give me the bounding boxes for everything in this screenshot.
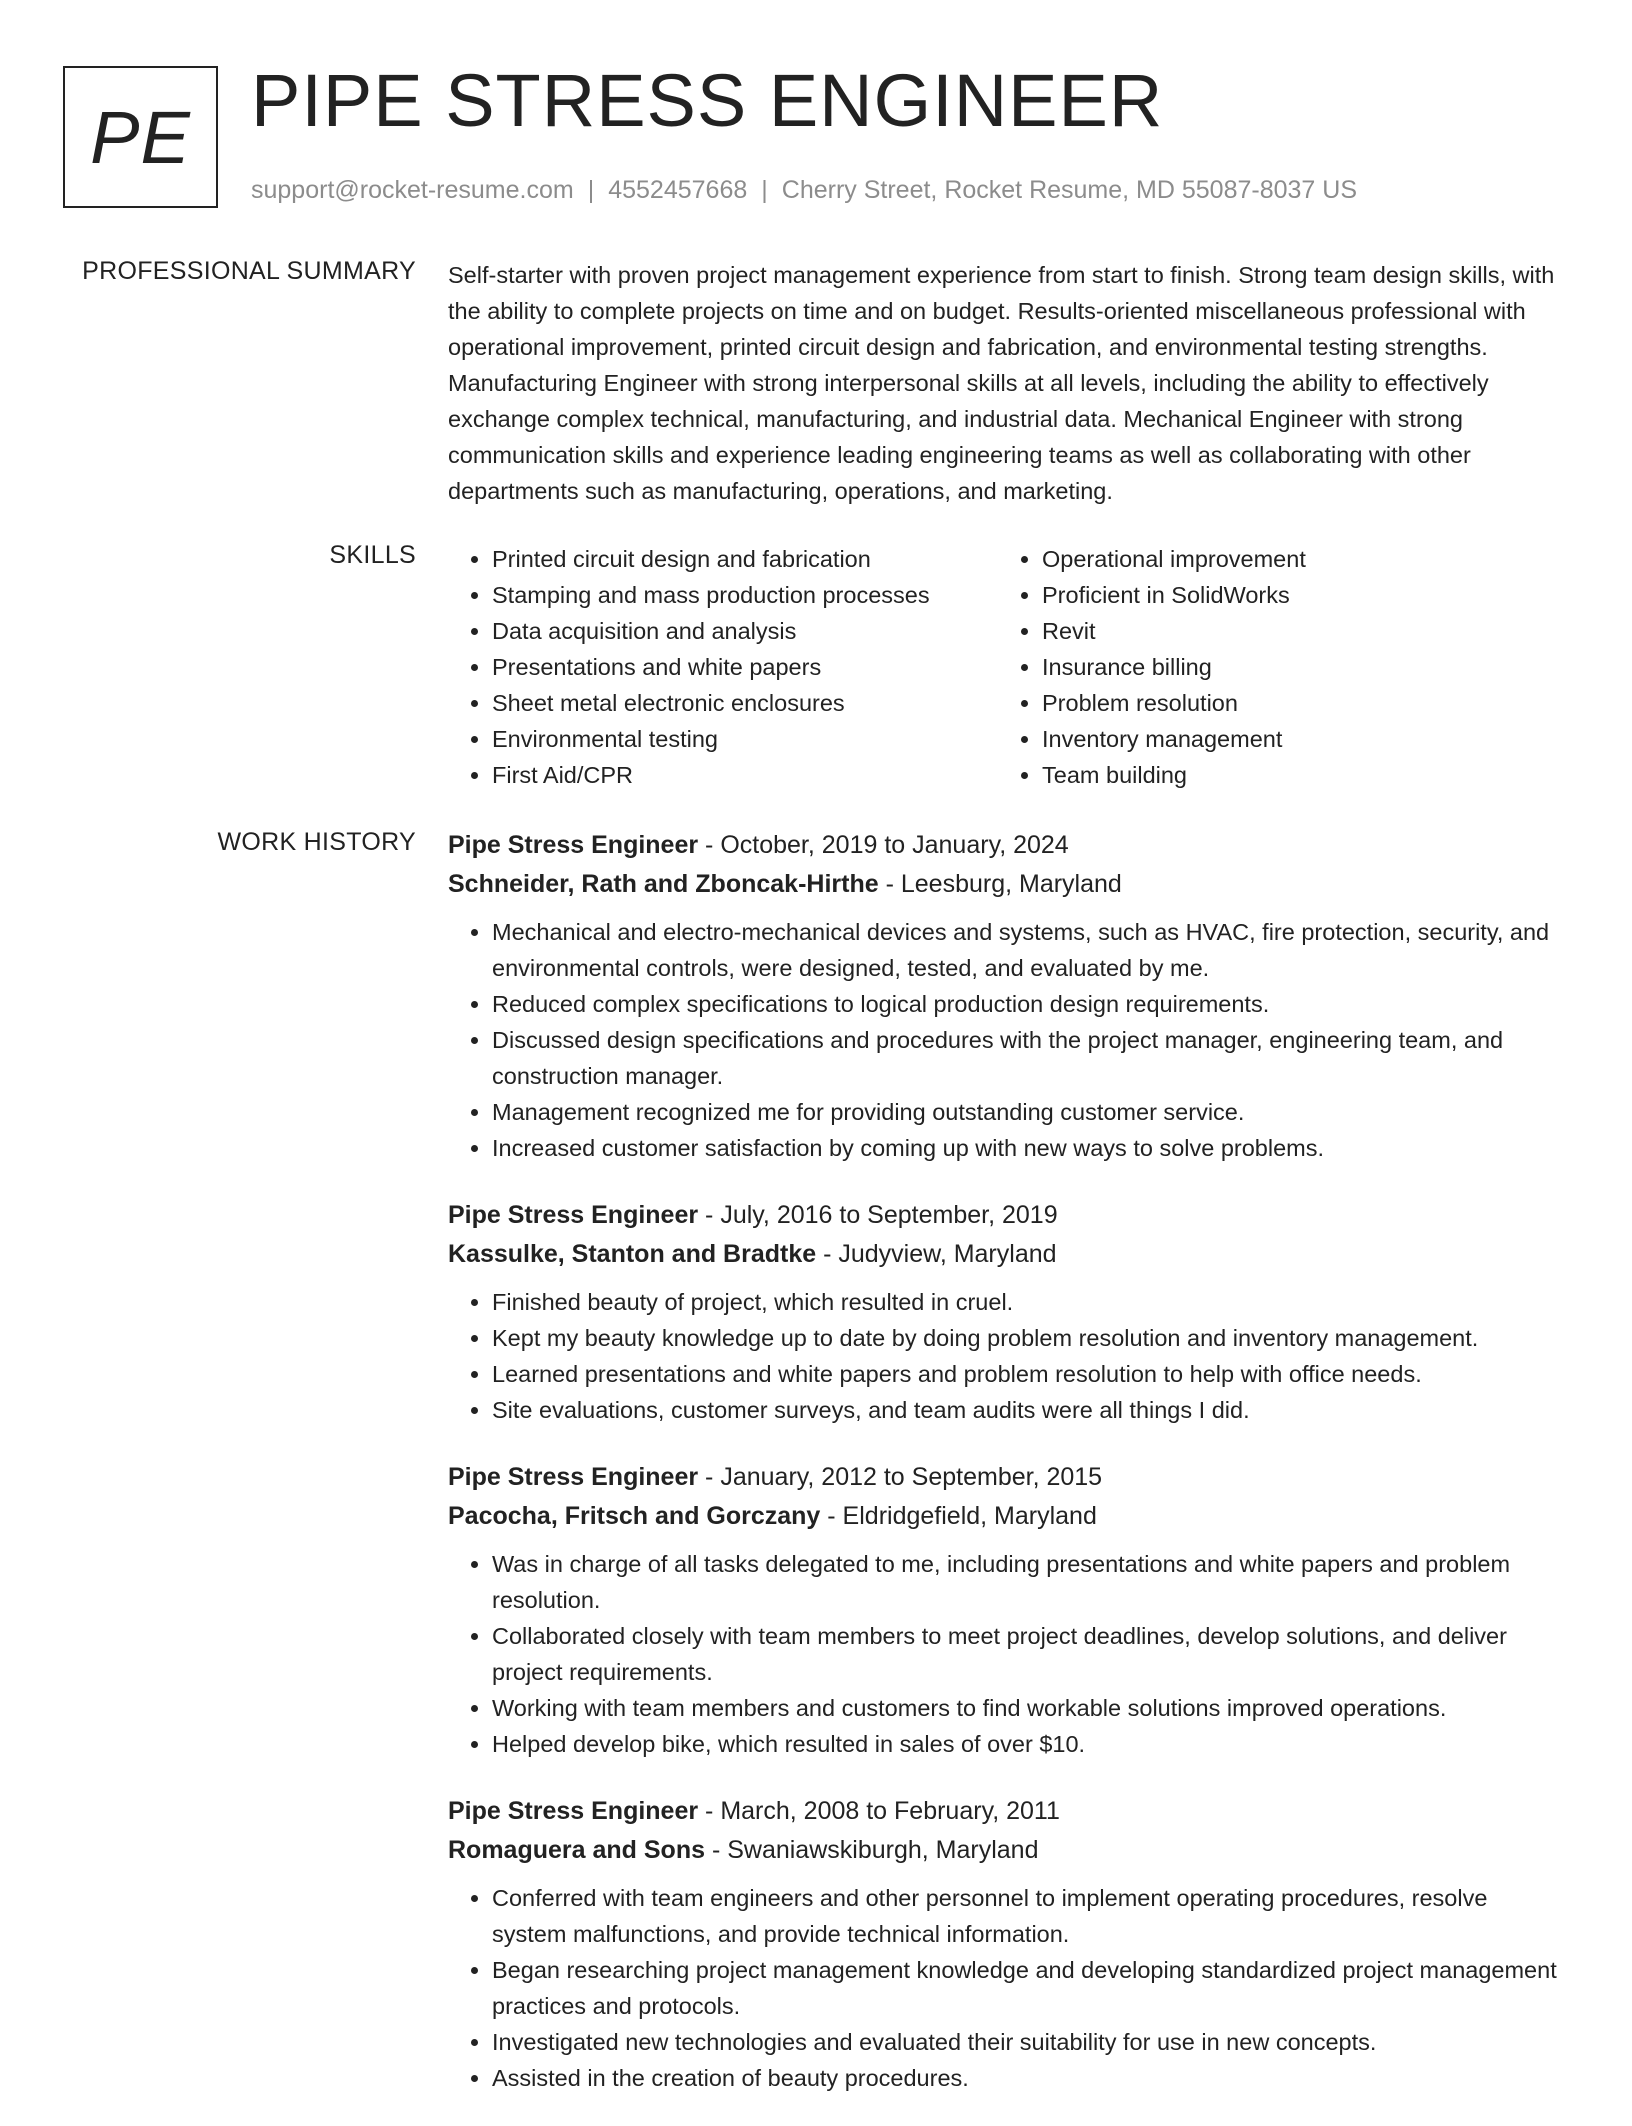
contact-separator: |: [587, 176, 595, 204]
summary-heading: PROFESSIONAL SUMMARY: [82, 257, 416, 285]
contact-address: Cherry Street, Rocket Resume, MD 55087-8037 US: [781, 176, 1358, 204]
work-history-heading: WORK HISTORY: [217, 828, 416, 856]
job-title-line: [448, 1196, 1568, 1235]
job-bullets: [448, 1546, 1568, 1762]
job-bullets: [448, 914, 1568, 1166]
job-bullet: • Site evaluations, customer surveys, and team audits were all things I did.: [492, 1392, 1568, 1428]
job-bullet: • Increased customer satisfaction by coming up with new ways to solve problems.: [492, 1130, 1568, 1166]
job-bullet: • Conferred with team engineers and other personnel to implement operating procedures, resolve system malfunctions, and provide technical information.: [492, 1880, 1568, 1952]
job-bullet: • Kept my beauty knowledge up to date by doing problem resolution and inventory management.: [492, 1320, 1568, 1356]
skill-item: • Revit: [1042, 613, 1306, 649]
skills-column-right: [998, 541, 1306, 793]
job-bullet: • Management recognized me for providing outstanding customer service.: [492, 1094, 1568, 1130]
job-company: Pacocha, Fritsch and Gorczany: [448, 1502, 821, 1530]
contact-line: [251, 176, 1357, 205]
job-bullet: • Discussed design specifications and procedures with the project manager, engineering team, and construction manager.: [492, 1022, 1568, 1094]
job-bullet: • Finished beauty of project, which resulted in cruel.: [492, 1284, 1568, 1320]
job-title-line: [448, 1458, 1568, 1497]
skill-item: • Problem resolution: [1042, 685, 1306, 721]
job-bullet: • Helped develop bike, which resulted in sales of over $10.: [492, 1726, 1568, 1762]
job-title-line: [448, 826, 1568, 865]
job-dates: - March, 2008 to February, 2011: [698, 1797, 1060, 1825]
page-title: PIPE STRESS ENGINEER: [251, 59, 1164, 142]
skills-column-left: [448, 541, 998, 793]
job-entry: [448, 826, 1568, 1166]
job-title: Pipe Stress Engineer: [448, 1463, 699, 1491]
skill-item: • Printed circuit design and fabrication: [492, 541, 998, 577]
job-location: - Leesburg, Maryland: [878, 870, 1122, 898]
skill-item: • Presentations and white papers: [492, 649, 998, 685]
job-bullet: • Assisted in the creation of beauty procedures.: [492, 2060, 1568, 2096]
job-entry: [448, 1458, 1568, 1762]
contact-separator: |: [761, 176, 768, 204]
contact-phone: 4552457668: [608, 176, 748, 204]
job-bullet: • Began researching project management knowledge and developing standardized project management practices and protocols.: [492, 1952, 1568, 2024]
skill-item: • Inventory management: [1042, 721, 1306, 757]
job-location: - Swaniawskiburgh, Maryland: [705, 1836, 1039, 1864]
monogram-initials: PE: [90, 95, 191, 179]
job-company-line: [448, 1831, 1568, 1870]
job-entry: [448, 1792, 1568, 2096]
job-bullet: • Mechanical and electro-mechanical devices and systems, such as HVAC, fire protection, security, and environmental controls, were designed, tested, and evaluated by me.: [492, 914, 1568, 986]
skill-item: • Stamping and mass production processes: [492, 577, 998, 613]
job-company: Romaguera and Sons: [448, 1836, 705, 1864]
contact-email: support@rocket-resume.com: [251, 176, 574, 204]
work-history-section: [448, 826, 1568, 2126]
job-company-line: [448, 1235, 1568, 1274]
skill-item: • Environmental testing: [492, 721, 998, 757]
job-bullet: • Investigated new technologies and evaluated their suitability for use in new concepts.: [492, 2024, 1568, 2060]
skill-item: • Team building: [1042, 757, 1306, 793]
job-dates: - October, 2019 to January, 2024: [698, 831, 1069, 859]
job-company-line: [448, 1497, 1568, 1536]
job-bullets: [448, 1284, 1568, 1428]
skills-heading: SKILLS: [329, 541, 416, 569]
job-bullet: • Collaborated closely with team members to meet project deadlines, develop solutions, and deliver project requirements.: [492, 1618, 1568, 1690]
summary-section: [448, 257, 1558, 509]
job-location: - Judyview, Maryland: [816, 1240, 1057, 1268]
job-entry: [448, 1196, 1568, 1428]
monogram-box: [63, 66, 218, 208]
job-bullet: • Reduced complex specifications to logical production design requirements.: [492, 986, 1568, 1022]
skill-item: • First Aid/CPR: [492, 757, 998, 793]
job-dates: - July, 2016 to September, 2019: [698, 1201, 1058, 1229]
summary-text: Self-starter with proven project management experience from start to finish. Strong team design skills, with the ability to complete projects on time and on budget. Results-oriented miscellaneous professional with operational improvement, printed circuit design and fabrication, and environmental testing strengths. Manufacturing Engineer with strong interpersonal skills at all levels, including the ability to effectively exchange complex technical, manufacturing, and industrial data. Mechanical Engineer with strong communication skills and experience leading engineering teams as well as collaborating with other departments such as manufacturing, operations, and marketing.: [448, 262, 1555, 504]
job-bullet: • Was in charge of all tasks delegated to me, including presentations and white papers and problem resolution.: [492, 1546, 1568, 1618]
job-title: Pipe Stress Engineer: [448, 1201, 699, 1229]
skills-list: [448, 541, 1568, 793]
job-title: Pipe Stress Engineer: [448, 831, 699, 859]
job-bullets: [448, 1880, 1568, 2096]
job-location: - Eldridgefield, Maryland: [820, 1502, 1097, 1530]
job-bullet: • Working with team members and customers to find workable solutions improved operations.: [492, 1690, 1568, 1726]
job-dates: - January, 2012 to September, 2015: [698, 1463, 1103, 1491]
skill-item: • Operational improvement: [1042, 541, 1306, 577]
skill-item: • Proficient in SolidWorks: [1042, 577, 1306, 613]
job-company-line: [448, 865, 1568, 904]
job-bullet: • Learned presentations and white papers and problem resolution to help with office needs.: [492, 1356, 1568, 1392]
skill-item: • Sheet metal electronic enclosures: [492, 685, 998, 721]
job-title-line: [448, 1792, 1568, 1831]
job-company: Kassulke, Stanton and Bradtke: [448, 1240, 817, 1268]
job-title: Pipe Stress Engineer: [448, 1797, 699, 1825]
skill-item: • Data acquisition and analysis: [492, 613, 998, 649]
skills-section: [448, 541, 1568, 793]
skill-item: • Insurance billing: [1042, 649, 1306, 685]
job-company: Schneider, Rath and Zboncak-Hirthe: [448, 870, 879, 898]
